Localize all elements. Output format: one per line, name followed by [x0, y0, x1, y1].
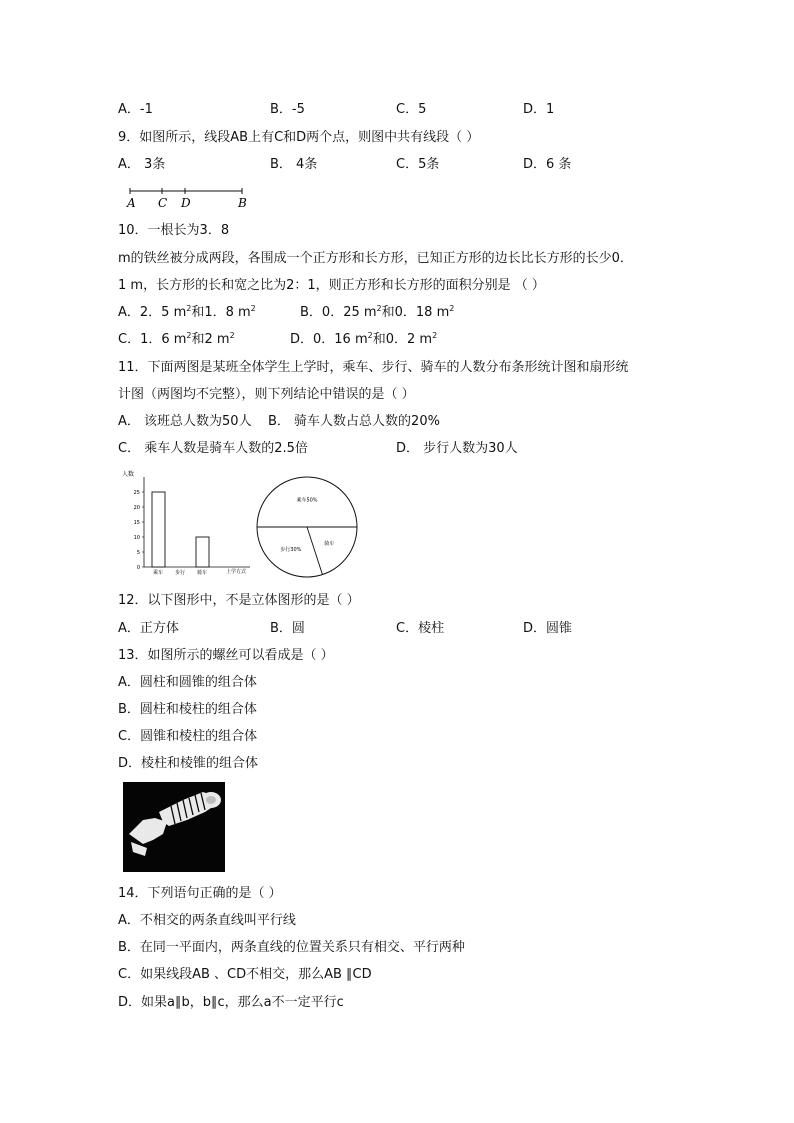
- bar-y-tick-label: 10: [133, 535, 140, 541]
- pie-slice-label: 步行30%: [280, 547, 302, 554]
- label-d: D: [181, 196, 191, 210]
- bar-category-label: 步行: [174, 570, 186, 576]
- pie-chart: [255, 471, 365, 583]
- bar-y-tick-label: 5: [136, 550, 140, 556]
- bar-骑车: [196, 537, 209, 567]
- q10-option-d: D．0．16 $m^2$和0．2 $m^2$: [290, 331, 438, 347]
- q11-option-b: B． 骑车人数占总人数的20%: [268, 414, 440, 429]
- bar-category-label: 乘车: [152, 570, 164, 576]
- q8-option-c: C．5: [396, 102, 427, 117]
- q10-line-2: m的铁丝被分成两段，各围成一个正方形和长方形，已知正方形的边长比长方形的长少0．: [118, 251, 633, 266]
- pie-slice-label: 骑车: [324, 541, 335, 548]
- q11-option-d: D． 步行人数为30人: [396, 441, 518, 456]
- q12-stem: 12．以下图形中，不是立体图形的是（ ）: [118, 593, 360, 608]
- q14-option-d: D．如果a∥b，b∥c，那么a不一定平行c: [118, 995, 344, 1010]
- label-b: B: [238, 196, 247, 210]
- q10-option-b: B．0．25 $m^2$和0．18 $m^2$: [300, 304, 455, 320]
- q9-option-c: C．5条: [396, 157, 440, 172]
- q9-stem: 9．如图所示，线段AB上有C和D两个点，则图中共有线段（ ）: [118, 130, 480, 145]
- q10-option-a: A．2．5 $m^2$和1．8 $m^2$: [118, 304, 256, 320]
- q13-stem: 13．如图所示的螺丝可以看成是（ ）: [118, 648, 334, 663]
- q14-option-a: A．不相交的两条直线叫平行线: [118, 913, 296, 928]
- q11-option-c: C． 乘车人数是骑车人数的2.5倍: [118, 441, 308, 456]
- bar-y-tick-label: 20: [133, 505, 140, 511]
- q10-option-c: C．1．6 $m^2$和2 $m^2$: [118, 331, 235, 347]
- line-segment-figure: [118, 182, 258, 212]
- screw-photo: [123, 782, 225, 872]
- q13-option-a: A．圆柱和圆锥的组合体: [118, 675, 257, 690]
- q13-option-b: B．圆柱和棱柱的组合体: [118, 702, 257, 717]
- q14-option-c: C．如果线段AB 、CD不相交，那么AB ∥CD: [118, 967, 372, 982]
- q8-option-a: A．-1: [118, 102, 153, 117]
- bar-chart: [118, 467, 258, 579]
- bar-y-tick-label: 0: [136, 565, 140, 571]
- label-c: C: [158, 196, 168, 210]
- q8-option-d: D．1: [523, 102, 555, 117]
- q9-option-b: B． 4条: [270, 157, 318, 172]
- bar-y-tick-label: 25: [133, 490, 140, 496]
- bar-xlabel: 上学方式: [226, 569, 247, 575]
- q13-option-d: D．棱柱和棱锥的组合体: [118, 756, 259, 771]
- pie-slice-label: 乘车50%: [296, 497, 318, 504]
- q14-option-b: B．在同一平面内，两条直线的位置关系只有相交、平行两种: [118, 940, 465, 955]
- q10-line-1: 10．一根长为3．8: [118, 223, 230, 238]
- bar-category-label: 骑车: [196, 570, 208, 576]
- q14-stem: 14．下列语句正确的是（ ）: [118, 886, 282, 901]
- q12-option-c: C．棱柱: [396, 621, 445, 636]
- bar-ylabel: 人数: [122, 471, 135, 478]
- q11-line-2: 计图（两图均不完整），则下列结论中错误的是（ ）: [118, 387, 415, 402]
- q9-option-d: D．6 条: [523, 157, 572, 172]
- q12-option-a: A．正方体: [118, 621, 179, 636]
- bar-y-tick-label: 15: [133, 520, 140, 526]
- q11-option-a: A． 该班总人数为50人: [118, 414, 252, 429]
- q12-option-d: D．圆锥: [523, 621, 573, 636]
- q12-option-b: B．圆: [270, 621, 305, 636]
- q11-line-1: 11．下面两图是某班全体学生上学时，乘车、步行、骑车的人数分布条形统计图和扇形统: [118, 360, 629, 375]
- q10-line-3: 1 m，长方形的长和宽之比为2：1，则正方形和长方形的面积分别是 （ ）: [118, 278, 545, 293]
- q9-option-a: A． 3条: [118, 157, 166, 172]
- bar-乘车: [152, 492, 165, 567]
- label-a: A: [127, 196, 136, 210]
- q8-option-b: B．-5: [270, 102, 305, 117]
- q13-option-c: C．圆锥和棱柱的组合体: [118, 729, 258, 744]
